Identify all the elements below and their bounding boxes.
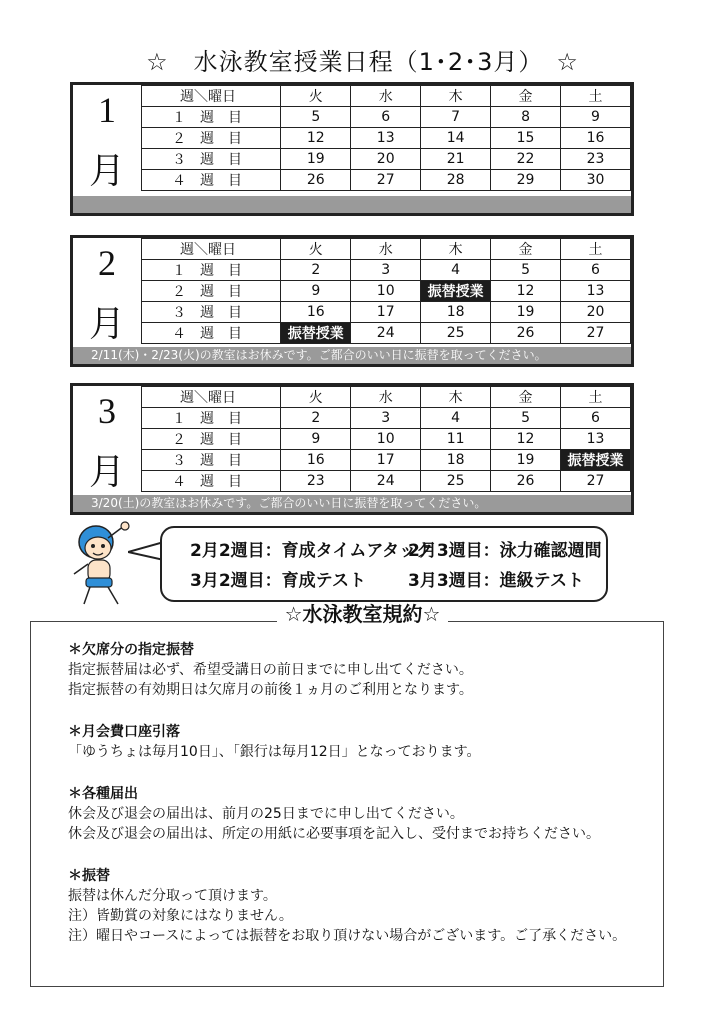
date-cell: 4 bbox=[421, 260, 491, 281]
date-cell: 14 bbox=[421, 128, 491, 149]
day-header: 火 bbox=[281, 86, 351, 107]
week-day-header: 週＼曜日 bbox=[142, 239, 281, 260]
header-row bbox=[142, 86, 631, 107]
month-note-bar bbox=[73, 196, 631, 213]
date-cell: 26 bbox=[491, 323, 561, 344]
makeup-class-cell: 振替授業 bbox=[281, 323, 351, 344]
month-kanji: 月 bbox=[88, 452, 125, 492]
day-header: 土 bbox=[561, 387, 631, 408]
rule-heading: ＊月会費口座引落 bbox=[68, 724, 180, 740]
date-cell: 22 bbox=[491, 149, 561, 170]
week-label: ４ 週 目 bbox=[142, 323, 281, 344]
table-row bbox=[142, 170, 631, 191]
rule-line: 振替は休んだ分取って頂けます。 bbox=[68, 888, 277, 904]
date-cell: 10 bbox=[351, 281, 421, 302]
date-cell: 4 bbox=[421, 408, 491, 429]
date-cell: 25 bbox=[421, 323, 491, 344]
month-schedule-january bbox=[70, 82, 634, 216]
rule-section bbox=[68, 722, 668, 762]
day-header: 木 bbox=[421, 239, 491, 260]
event-item: 3月3週目：進級テスト bbox=[408, 571, 584, 591]
table-row bbox=[142, 302, 631, 323]
table-row bbox=[142, 450, 631, 471]
week-label: １ 週 目 bbox=[142, 260, 281, 281]
date-cell: 18 bbox=[421, 450, 491, 471]
schedule-table bbox=[141, 386, 631, 492]
month-kanji: 月 bbox=[88, 304, 125, 344]
date-cell: 6 bbox=[561, 408, 631, 429]
day-header: 水 bbox=[351, 239, 421, 260]
day-header: 水 bbox=[351, 387, 421, 408]
date-cell: 27 bbox=[561, 323, 631, 344]
month-note-bar: 2/11(木)・2/23(火)の教室はお休みです。ご都合のいい日に振替を取ってください。 bbox=[73, 347, 631, 364]
table-row bbox=[142, 323, 631, 344]
day-header: 土 bbox=[561, 86, 631, 107]
week-day-header: 週＼曜日 bbox=[142, 86, 281, 107]
date-cell: 11 bbox=[421, 429, 491, 450]
header-row bbox=[142, 387, 631, 408]
schedule-table bbox=[141, 85, 631, 191]
date-cell: 24 bbox=[351, 471, 421, 492]
rule-heading: ＊振替 bbox=[68, 868, 110, 884]
date-cell: 2 bbox=[281, 408, 351, 429]
rule-line: 「ゆうちょは毎月10日」、「銀行は毎月12日」となっております。 bbox=[68, 744, 481, 760]
date-cell: 18 bbox=[421, 302, 491, 323]
speech-bubble-tail bbox=[128, 540, 164, 562]
date-cell: 17 bbox=[351, 450, 421, 471]
makeup-class-cell: 振替授業 bbox=[561, 450, 631, 471]
date-cell: 27 bbox=[561, 471, 631, 492]
week-label: ２ 週 目 bbox=[142, 429, 281, 450]
week-label: ３ 週 目 bbox=[142, 302, 281, 323]
rule-line: 休会及び退会の届出は、所定の用紙に必要事項を記入し、受付までお持ちください。 bbox=[68, 826, 600, 842]
table-row bbox=[142, 260, 631, 281]
month-schedule-february bbox=[70, 235, 634, 367]
date-cell: 23 bbox=[281, 471, 351, 492]
date-cell: 17 bbox=[351, 302, 421, 323]
rule-line: 注）曜日やコースによっては振替をお取り頂けない場合がございます。ご了承ください。 bbox=[68, 928, 627, 944]
rules-content bbox=[68, 640, 668, 968]
rule-section bbox=[68, 640, 668, 700]
month-number: 2 bbox=[98, 243, 116, 283]
page-title: ☆ 水泳教室授業日程（1･2･3月） ☆ bbox=[146, 48, 579, 76]
date-cell: 19 bbox=[491, 302, 561, 323]
week-label: ３ 週 目 bbox=[142, 149, 281, 170]
day-header: 金 bbox=[491, 387, 561, 408]
date-cell: 23 bbox=[561, 149, 631, 170]
date-cell: 15 bbox=[491, 128, 561, 149]
day-header: 火 bbox=[281, 239, 351, 260]
rule-heading: ＊欠席分の指定振替 bbox=[68, 642, 194, 658]
week-label: ４ 週 目 bbox=[142, 170, 281, 191]
day-header: 火 bbox=[281, 387, 351, 408]
table-row bbox=[142, 408, 631, 429]
rule-section bbox=[68, 784, 668, 844]
month-number: 3 bbox=[98, 391, 116, 431]
date-cell: 13 bbox=[561, 429, 631, 450]
date-cell: 5 bbox=[491, 260, 561, 281]
week-label: ２ 週 目 bbox=[142, 281, 281, 302]
date-cell: 30 bbox=[561, 170, 631, 191]
date-cell: 10 bbox=[351, 429, 421, 450]
date-cell: 12 bbox=[281, 128, 351, 149]
date-cell: 19 bbox=[491, 450, 561, 471]
makeup-class-cell: 振替授業 bbox=[421, 281, 491, 302]
date-cell: 25 bbox=[421, 471, 491, 492]
date-cell: 12 bbox=[491, 429, 561, 450]
rule-line: 指定振替届は必ず、希望受講日の前日までに申し出てください。 bbox=[68, 662, 473, 678]
rule-section bbox=[68, 866, 668, 946]
schedule-table bbox=[141, 238, 631, 344]
date-cell: 3 bbox=[351, 260, 421, 281]
date-cell: 20 bbox=[561, 302, 631, 323]
date-cell: 26 bbox=[281, 170, 351, 191]
date-cell: 19 bbox=[281, 149, 351, 170]
table-row bbox=[142, 128, 631, 149]
date-cell: 5 bbox=[281, 107, 351, 128]
date-cell: 16 bbox=[281, 302, 351, 323]
week-label: １ 週 目 bbox=[142, 408, 281, 429]
date-cell: 28 bbox=[421, 170, 491, 191]
week-label: ３ 週 目 bbox=[142, 450, 281, 471]
date-cell: 13 bbox=[561, 281, 631, 302]
date-cell: 16 bbox=[561, 128, 631, 149]
month-schedule-march bbox=[70, 383, 634, 515]
day-header: 金 bbox=[491, 239, 561, 260]
month-note-bar: 3/20(土)の教室はお休みです。ご都合のいい日に振替を取ってください。 bbox=[73, 495, 631, 512]
week-label: ４ 週 目 bbox=[142, 471, 281, 492]
rule-line: 指定振替の有効期日は欠席月の前後１ヵ月のご利用となります。 bbox=[68, 682, 473, 698]
date-cell: 3 bbox=[351, 408, 421, 429]
rules-title: ☆水泳教室規約☆ bbox=[0, 598, 725, 627]
rule-heading: ＊各種届出 bbox=[68, 786, 138, 802]
date-cell: 5 bbox=[491, 408, 561, 429]
table-row bbox=[142, 429, 631, 450]
day-header: 土 bbox=[561, 239, 631, 260]
date-cell: 27 bbox=[351, 170, 421, 191]
date-cell: 26 bbox=[491, 471, 561, 492]
date-cell: 6 bbox=[351, 107, 421, 128]
event-item: 2月2週目：育成タイムアタック bbox=[190, 541, 434, 561]
date-cell: 16 bbox=[281, 450, 351, 471]
event-item: 2月3週目：泳力確認週間 bbox=[408, 541, 602, 561]
event-item: 3月2週目：育成テスト bbox=[190, 571, 366, 591]
date-cell: 20 bbox=[351, 149, 421, 170]
week-label: １ 週 目 bbox=[142, 107, 281, 128]
day-header: 木 bbox=[421, 387, 491, 408]
table-row bbox=[142, 149, 631, 170]
table-row bbox=[142, 281, 631, 302]
rule-line: 休会及び退会の届出は、前月の25日までに申し出てください。 bbox=[68, 806, 464, 822]
date-cell: 12 bbox=[491, 281, 561, 302]
swimmer-kid-illustration bbox=[62, 520, 142, 610]
date-cell: 9 bbox=[281, 281, 351, 302]
date-cell: 29 bbox=[491, 170, 561, 191]
month-number: 1 bbox=[98, 90, 116, 130]
date-cell: 2 bbox=[281, 260, 351, 281]
header-row bbox=[142, 239, 631, 260]
date-cell: 8 bbox=[491, 107, 561, 128]
date-cell: 24 bbox=[351, 323, 421, 344]
table-row bbox=[142, 471, 631, 492]
week-day-header: 週＼曜日 bbox=[142, 387, 281, 408]
month-kanji: 月 bbox=[88, 151, 125, 191]
day-header: 木 bbox=[421, 86, 491, 107]
table-row bbox=[142, 107, 631, 128]
date-cell: 13 bbox=[351, 128, 421, 149]
date-cell: 7 bbox=[421, 107, 491, 128]
date-cell: 9 bbox=[561, 107, 631, 128]
day-header: 金 bbox=[491, 86, 561, 107]
date-cell: 21 bbox=[421, 149, 491, 170]
date-cell: 6 bbox=[561, 260, 631, 281]
week-label: ２ 週 目 bbox=[142, 128, 281, 149]
date-cell: 9 bbox=[281, 429, 351, 450]
day-header: 水 bbox=[351, 86, 421, 107]
rule-line: 注）皆勤賞の対象にはなりません。 bbox=[68, 908, 293, 924]
